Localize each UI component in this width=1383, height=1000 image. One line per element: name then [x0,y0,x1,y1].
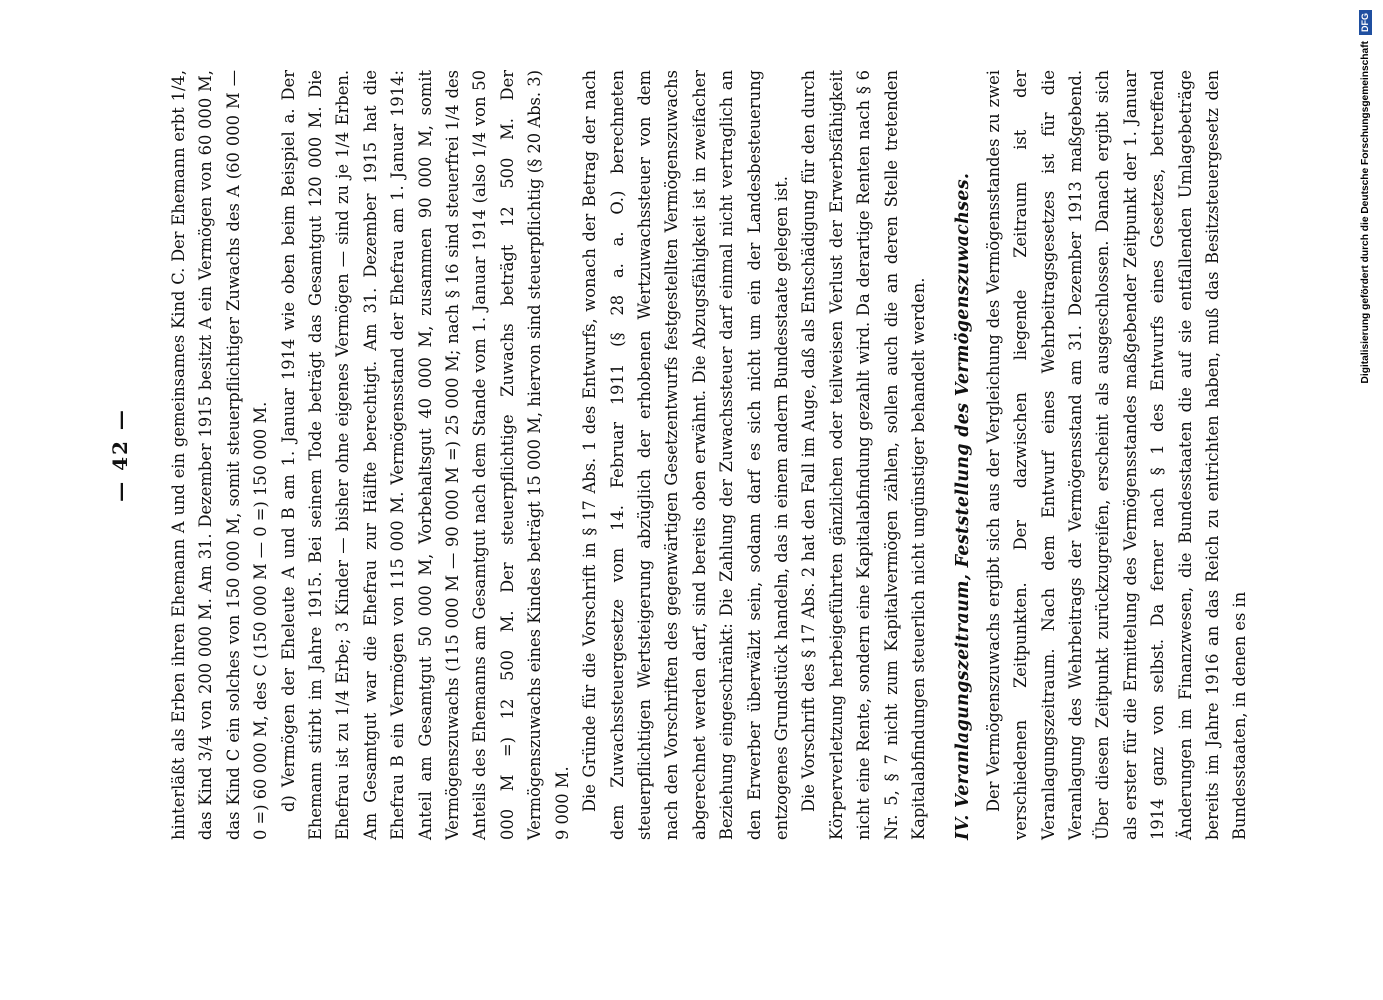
section-body: Der Vermögenszuwachs ergibt sich aus der Vergleichung des Vermögensstandes zu zwei verschiedenen Zeitpunkten. Der dazwischen liegende Zeitraum ist der Veranlagungszeitraum. Nach dem Entwurf eines Wehrbeitragsgesetzes ist für die Veranlagung des Wehrbeitrags der Vermögensstand am 31. Dezember 1913 maßgebend. Über diesen Zeitpunkt zurückzugreifen, erscheint als ausgeschlossen. Danach ergibt sich als erster für die Ermittelung des Vermögensstandes maßgebender Zeitpunkt der 1. Januar 1914 ganz von selbst. Da ferner nach § 1 des Entwurfs eines Gesetzes, betreffend Änderungen im Finanzwesen, die Bundesstaaten die auf sie entfallenden Umlagebeträge bereits im Jahre 1916 an das Reich zu entrichten haben, muß das Besitzsteuergesetz den Bundesstaaten, in denen es in [983,70,1250,840]
digitization-credit [1352,0,1378,995]
paragraph-section17-abs2: Die Vorschrift des § 17 Abs. 2 hat den Fall im Auge, daß als Entschädigung für den durch Körperverletzung herbeigeführten gänzlichen oder teilweisen Verlust der Erwerbsfähigkeit nicht eine Rente, sondern eine Kapitalabfindung gezahlt wird. Da derartige Renten nach § 6 Nr. 5, § 7 nicht zum Kapitalvermögen zählen, sollen auch die an deren Stelle tretenden Kapitalabfindungen steuerlich nicht ungünstiger behandelt werden. [799,70,928,840]
paragraph-example-d: d) Vermögen der Eheleute A und B am 1. Januar 1914 wie oben beim Beispiel a. Der Ehemann stirbt im Jahre 1915. Bei seinem Tode beträgt das Gesamtgut 120 000 M. Die Ehefrau ist zu 1/4 Erbe; 3 Kinder — bisher ohne eigenes Vermögen — sind zu je 1/4 Erben. Am Gesamtgut war die Ehefrau zur Hälfte berechtigt. Am 31. Dezember 1915 hat die Ehefrau B ein Vermögen von 115 000 M. Vermögensstand der Ehefrau am 1. Januar 1914: Anteil am Gesamtgut 50 000 M, Vorbehaltsgut 40 000 M, zusammen 90 000 M, somit Vermögenszuwachs (115 000 M — 90 000 M =) 25 000 M; nach § 16 sind steuerfrei 1/4 des Anteils des Ehemanns am Gesamtgut nach dem Stande vom 1. Januar 1914 (also 1/4 von 50 000 M =) 12 500 M. Der steuerpflichtige Zuwachs beträgt 12 500 M. Der Vermögenszuwachs eines Kindes beträgt 15 000 M, hiervon sind steuerpflichtig (§ 20 Abs. 3) 9 000 M. [278,70,572,840]
section-heading: IV. Veranlagungszeitraum, Feststellung des Vermögenszuwachses. [953,172,974,840]
scanned-page [108,70,1255,840]
credit-text: Digitalisierung gefördert durch die Deutsche Forschungsgemeinschaft [1359,41,1371,384]
page-number: — 42 — [108,408,132,502]
section-spacer [932,70,938,840]
paragraph-example-c: hinterläßt als Erben ihren Ehemann A und ein gemeinsames Kind C. Der Ehemann erbt 1/4, das Kind 3/4 von 200 000 M. Am 31. Dezember 1915 besitzt A ein Vermögen von 60 000 M, das Kind C ein solches von 150 000 M, somit steuerpflichtiger Zuwachs des A (60 000 M — 0 =) 60 000 M, des C (150 000 M — 0 =) 150 000 M. [169,70,271,840]
dfg-logo: DFG [1359,10,1372,35]
paragraph-section17-abs1: Die Gründe für die Vorschrift in § 17 Abs. 1 des Entwurfs, wonach der Betrag der nach dem Zuwachssteuergesetze vom 14. Februar 1911 (§ 28 a. a. O.) berechneten steuerpflichtigen Wertsteigerung abzüglich der erhobenen Wertzuwachssteuer von dem nach den Vorschriften des gegenwärtigen Gesetzentwurfs festgestellten Vermögenszuwachs abgerechnet werden darf, sind bereits oben erwähnt. Die Abzugsfähigkeit ist in zweifacher Beziehung eingeschränkt: Die Zahlung der Zuwachssteuer darf einmal nicht vertraglich an den Erwerber überwälzt sein, sodann darf es sich nicht um ein der Landesbesteuerung entzogenes Grundstück handeln, das in einem andern Bundesstaate gelegen ist. [580,70,791,840]
